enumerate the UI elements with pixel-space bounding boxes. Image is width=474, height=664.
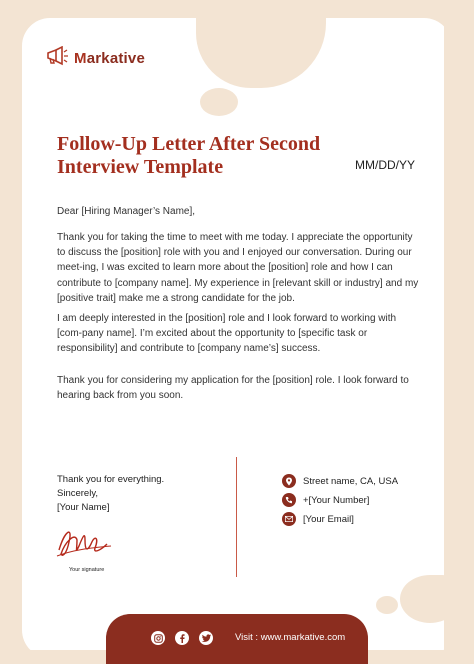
divider [236,457,237,577]
email-text: [Your Email] [303,513,354,525]
closing-sincerely: Sincerely, [57,488,99,499]
location-icon [282,474,296,488]
decor-blob-bottom-small [376,596,398,614]
phone-text: +[Your Number] [303,494,370,506]
paragraph-3: Thank you for considering my application for the [position] role. I look forward to hearing back from you soon. [57,375,409,402]
decor-blob-bottom-right [400,575,460,623]
date-field: MM/DD/YY [355,158,415,172]
twitter-icon[interactable] [199,631,213,645]
paragraph-1: Thank you for taking the time to meet with me today. I appreciate the opportunity to discuss the [position] role with you and I enjoyed our conversation. During our meet-ing, I was excited to learn more about the [position] role and how I can contribute to [company name]. My experience in [relevant skill or industry] and my [positive trait] make me a strong candidate for the job. [57,232,419,304]
closing-name: [Your Name] [57,502,110,513]
contact-address [282,474,398,488]
decor-blob-right [444,0,474,664]
greeting: Dear [Hiring Manager’s Name], [57,206,196,217]
closing-block [57,473,164,515]
decor-blob-circle [200,88,238,116]
contact-email [282,512,354,526]
megaphone-icon [45,46,69,71]
brand-name: Markative [74,50,146,67]
page-title: Follow-Up Letter After Second Interview Template [57,133,321,178]
closing-thanks: Thank you for everything. [57,474,165,485]
signature-caption: Your signature [69,567,105,573]
email-icon [282,512,296,526]
handwritten-signature [55,520,115,564]
brand-logo [45,46,145,71]
instagram-icon[interactable] [151,631,165,645]
address-text: Street name, CA, USA [303,475,399,487]
paragraph-2: I am deeply interested in the [position] role and I look forward to working with [com-pany name]. I’m excited about the opportunity to [specific task or responsibility] and contribute to [company name’s] success. [57,313,397,355]
decor-blob-left [0,0,22,664]
phone-icon [282,493,296,507]
contact-phone [282,493,369,507]
facebook-icon[interactable] [175,631,189,645]
website-link[interactable]: Visit : www.markative.com [235,632,346,643]
